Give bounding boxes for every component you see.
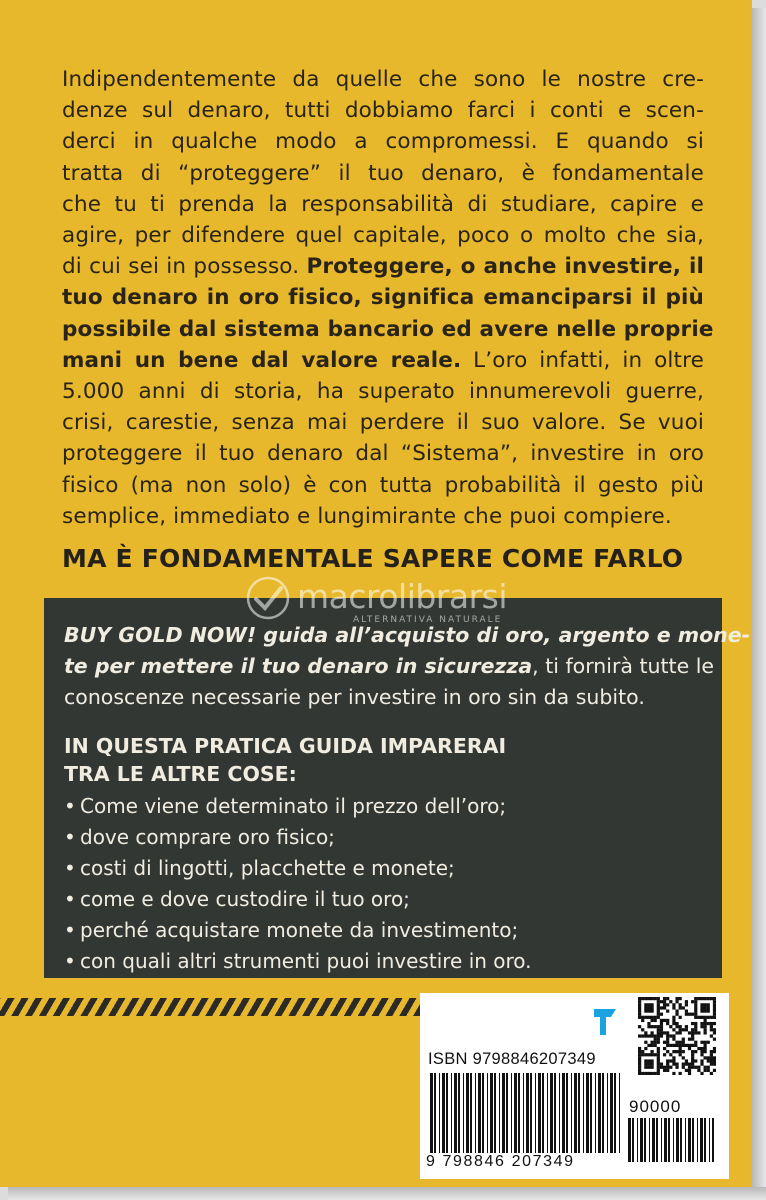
text-line xyxy=(62,126,704,157)
list-item xyxy=(64,915,532,946)
list-heading-line: TRA LE ALTRE COSE: xyxy=(64,762,297,786)
italic-text: te per mettere il tuo denaro in sicurezza xyxy=(64,654,533,678)
list-heading-line: IN QUESTA PRATICA GUIDA IMPARERAI xyxy=(64,734,507,758)
ean-barcode-icon xyxy=(430,1073,620,1153)
bold-text: tuo denaro in oro fisico, significa emanciparsi il più xyxy=(62,285,704,311)
text-line xyxy=(64,682,700,713)
text-line xyxy=(62,282,704,313)
list-item-text: costi di lingotti, placchette e monete; xyxy=(80,856,455,880)
text-segment: agire, per difendere quel capitale, poco o molto che sia, xyxy=(62,223,704,249)
text-line xyxy=(62,64,704,95)
bold-text: Proteggere, o anche investire, il xyxy=(306,254,704,280)
ean-digits: 9 798846 207349 xyxy=(426,1153,575,1170)
isbn-label: ISBN 9798846207349 xyxy=(428,1050,596,1068)
page-shadow-right xyxy=(752,8,766,1200)
bullet-dot: • xyxy=(64,856,76,880)
text-line xyxy=(62,95,704,126)
text-line xyxy=(62,345,704,376)
list-item-text: dove comprare oro fisico; xyxy=(80,825,335,849)
text-segment: Indipendentemente da quelle che sono le nostre cre- xyxy=(62,67,704,92)
hazard-stripes xyxy=(0,998,420,1016)
text-segment: proteggere il tuo denaro dal “Sistema”, investire in oro xyxy=(62,441,704,467)
watermark xyxy=(245,573,545,623)
watermark-subtitle: ALTERNATIVA NATURALE xyxy=(353,615,503,625)
text-line xyxy=(62,501,704,532)
text-segment: L’oro infatti, in oltre xyxy=(461,347,704,373)
list-item xyxy=(64,791,532,822)
list-heading xyxy=(64,732,700,788)
text-segment: conoscenze necessarie per investire in oro sin da subito. xyxy=(64,685,645,709)
text-segment: 5.000 anni di storia, ha superato innumerevoli guerre, xyxy=(62,379,704,405)
text-segment: , ti fornirà tutte le xyxy=(532,654,715,678)
list-item-text: come e dove custodire il tuo oro; xyxy=(80,887,410,911)
intro-paragraph xyxy=(62,64,714,532)
text-line xyxy=(62,470,704,501)
text-segment: fisico (ma non solo) è con tutta probabilità il gesto più xyxy=(62,472,704,498)
bullet-dot: • xyxy=(64,887,76,911)
qr-code-icon xyxy=(638,997,716,1075)
macrolibrarsi-logo-icon xyxy=(245,575,291,621)
list-item xyxy=(64,884,532,915)
bullet-dot: • xyxy=(64,949,76,973)
addon-barcode-icon xyxy=(628,1118,714,1162)
list-item xyxy=(64,853,532,884)
list-item-text: perché acquistare monete da investimento; xyxy=(80,918,519,942)
text-segment: di cui sei in possesso. xyxy=(62,254,307,280)
text-line xyxy=(62,407,704,438)
text-line xyxy=(62,251,704,282)
list-item-text: con quali altri strumenti puoi investire in oro. xyxy=(80,949,532,973)
page-shadow-bottom xyxy=(8,1187,766,1200)
text-segment: che tu ti prenda la responsabilità di studiare, capire e xyxy=(62,191,704,217)
text-segment: denze sul denaro, tutti dobbiamo farci i conti e scen- xyxy=(62,98,704,124)
text-segment: tratta di “proteggere” il tuo denaro, è fondamentale xyxy=(62,160,704,186)
bold-text: mani un bene dal valore reale. xyxy=(62,347,462,373)
text-segment: semplice, immediato e lungimirante che puoi compiere. xyxy=(62,503,672,529)
list-item-text: Come viene determinato il prezzo dell’oro; xyxy=(80,794,507,818)
text-line xyxy=(62,438,704,469)
publisher-logo-icon xyxy=(592,1003,618,1037)
description-text xyxy=(64,620,751,713)
headline: MA È FONDAMENTALE SAPERE COME FARLO xyxy=(62,544,684,573)
list-item xyxy=(64,822,532,853)
text-line xyxy=(62,158,704,189)
italic-text: BUY GOLD NOW! guida all’acquisto di oro, argento e mone- xyxy=(64,623,751,647)
barcode-panel xyxy=(420,993,729,1179)
bullet-list xyxy=(64,791,532,977)
bullet-dot: • xyxy=(64,794,76,818)
list-item xyxy=(64,946,532,977)
description-box xyxy=(44,598,751,978)
text-line xyxy=(62,314,714,345)
text-line xyxy=(62,220,704,251)
bold-text: possibile dal sistema bancario ed avere nelle proprie xyxy=(62,316,714,342)
price-code: 90000 xyxy=(629,1097,682,1116)
text-line xyxy=(62,189,704,220)
bullet-dot: • xyxy=(64,825,76,849)
text-segment: crisi, carestie, senza mai perdere il suo valore. Se vuoi xyxy=(62,410,704,436)
text-segment: derci in qualche modo a compromessi. E quando si xyxy=(62,129,704,155)
text-line xyxy=(64,651,715,682)
bullet-dot: • xyxy=(64,918,76,942)
text-line xyxy=(62,376,704,407)
watermark-text: macrolibrarsi xyxy=(297,577,508,616)
